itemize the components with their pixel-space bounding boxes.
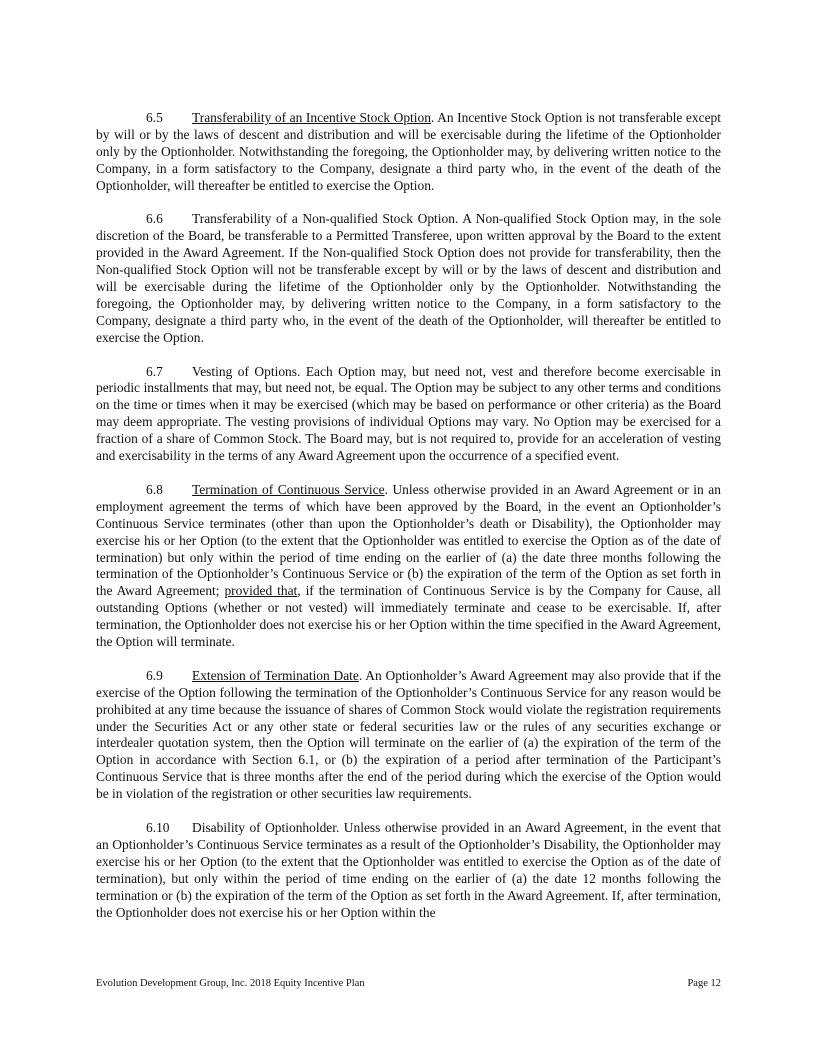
section-number: 6.8 <box>146 481 163 497</box>
underlined-text: Extension of Termination Date <box>192 667 359 683</box>
section-text: Disability of Optionholder. Unless otherwise provided in an Award Agreement, in the event that an Optionholder’s Continuous Service terminates as a result of the Optionholder’s Disability, the Optionholder may exercise his or her Option (to the extent that the Optionholder was entitled to exercise the Option as of the date of termination), but only within the period of time ending on the earlier of (a) the date 12 months following the termination or (b) the expiration of the term of the Option as set forth in the Award Agreement. If, after termination, the Optionholder does not exercise his or her Option within the <box>96 819 721 920</box>
section-6-5 <box>96 110 721 195</box>
section-6-7 <box>96 364 721 465</box>
section-text: . Unless otherwise provided in an Award Agreement or in an employment agreement the terms of which have been approved by the Board, in the event an Optionholder’s Continuous Service terminates (other than upon the Optionholder’s death or Disability), the Optionholder may exercise his or her Option (to the extent that the Optionholder was entitled to exercise the Option as of the date of termination) but only within the period of time ending on the earlier of (a) the date three months following the termination of the Optionholder’s Continuous Service or (b) the expiration of the term of the Option as set forth in the Award Agreement; <box>96 481 721 599</box>
section-6-9 <box>96 668 721 803</box>
page-footer <box>96 978 721 989</box>
section-text: . An Optionholder’s Award Agreement may also provide that if the exercise of the Option following the termination of the Optionholder’s Continuous Service for any reason would be prohibited at any time because the issuance of shares of Common Stock would violate the registration requirements under the Securities Act or any other state or federal securities law or the rules of any securities exchange or interdealer quotation system, then the Option will terminate on the earlier of (a) the expiration of the term of the Option in accordance with Section 6.1, or (b) the expiration of a period after termination of the Participant’s Continuous Service that is three months after the end of the period during which the exercise of the Option would be in violation of the registration or other securities law requirements. <box>96 667 721 802</box>
section-number: 6.9 <box>146 667 163 683</box>
section-6-10 <box>96 820 721 921</box>
section-text: Transferability of a Non-qualified Stock Option. A Non-qualified Stock Option may, in the sole discretion of the Board, be transferable to a Permitted Transferee, upon written approval by the Board to the extent provided in the Award Agreement. If the Non-qualified Stock Option does not provide for transferability, then the Non-qualified Stock Option will not be transferable except by will or by the laws of descent and distribution and will be exercisable during the lifetime of the Optionholder only by the Optionholder. Notwithstanding the foregoing, the Optionholder may, by delivering written notice to the Company, in a form satisfactory to the Company, designate a third party who, in the event of the death of the Optionholder, will thereafter be entitled to exercise the Option. <box>96 211 721 345</box>
section-number: 6.7 <box>146 363 163 379</box>
page-number: Page 12 <box>687 978 721 989</box>
section-number: 6.5 <box>146 110 163 125</box>
section-6-8 <box>96 482 721 651</box>
section-6-6 <box>96 211 721 346</box>
underlined-text: provided that <box>224 583 298 599</box>
section-text: , if the termination of Continuous Service is by the Company for Cause, all outstanding Options (whether or not vested) will immediately terminate and cease to be exercisable. If, after termination, the Optionholder does not exercise his or her Option within the time specified in the Award Agreement, the Option will terminate. <box>96 583 721 650</box>
document-body <box>96 110 721 938</box>
section-text: Vesting of Options. Each Option may, but need not, vest and therefore become exercisable in periodic installments that may, but need not, be equal. The Option may be subject to any other terms and conditions on the time or times when it may be exercised (which may be based on performance or other criteria) as the Board may deem appropriate. The vesting provisions of individual Options may vary. No Option may be exercised for a fraction of a share of Common Stock. The Board may, but is not required to, provide for an acceleration of vesting and exercisability in the terms of any Award Agreement upon the occurrence of a specified event. <box>96 363 721 464</box>
underlined-text: Termination of Continuous Service <box>192 481 385 497</box>
section-number: 6.10 <box>146 819 170 835</box>
underlined-text: Transferability of an Incentive Stock Option <box>192 110 431 125</box>
footer-title: Evolution Development Group, Inc. 2018 Equity Incentive Plan <box>96 978 365 989</box>
section-text: . An Incentive Stock Option is not transferable except by will or by the laws of descent and distribution and will be exercisable during the lifetime of the Optionholder only by the Optionholder. Notwithstanding the foregoing, the Optionholder may, by delivering written notice to the Company, in a form satisfactory to the Company, designate a third party who, in the event of the death of the Optionholder, will thereafter be entitled to exercise the Option. <box>96 110 721 193</box>
section-number: 6.6 <box>146 211 163 227</box>
